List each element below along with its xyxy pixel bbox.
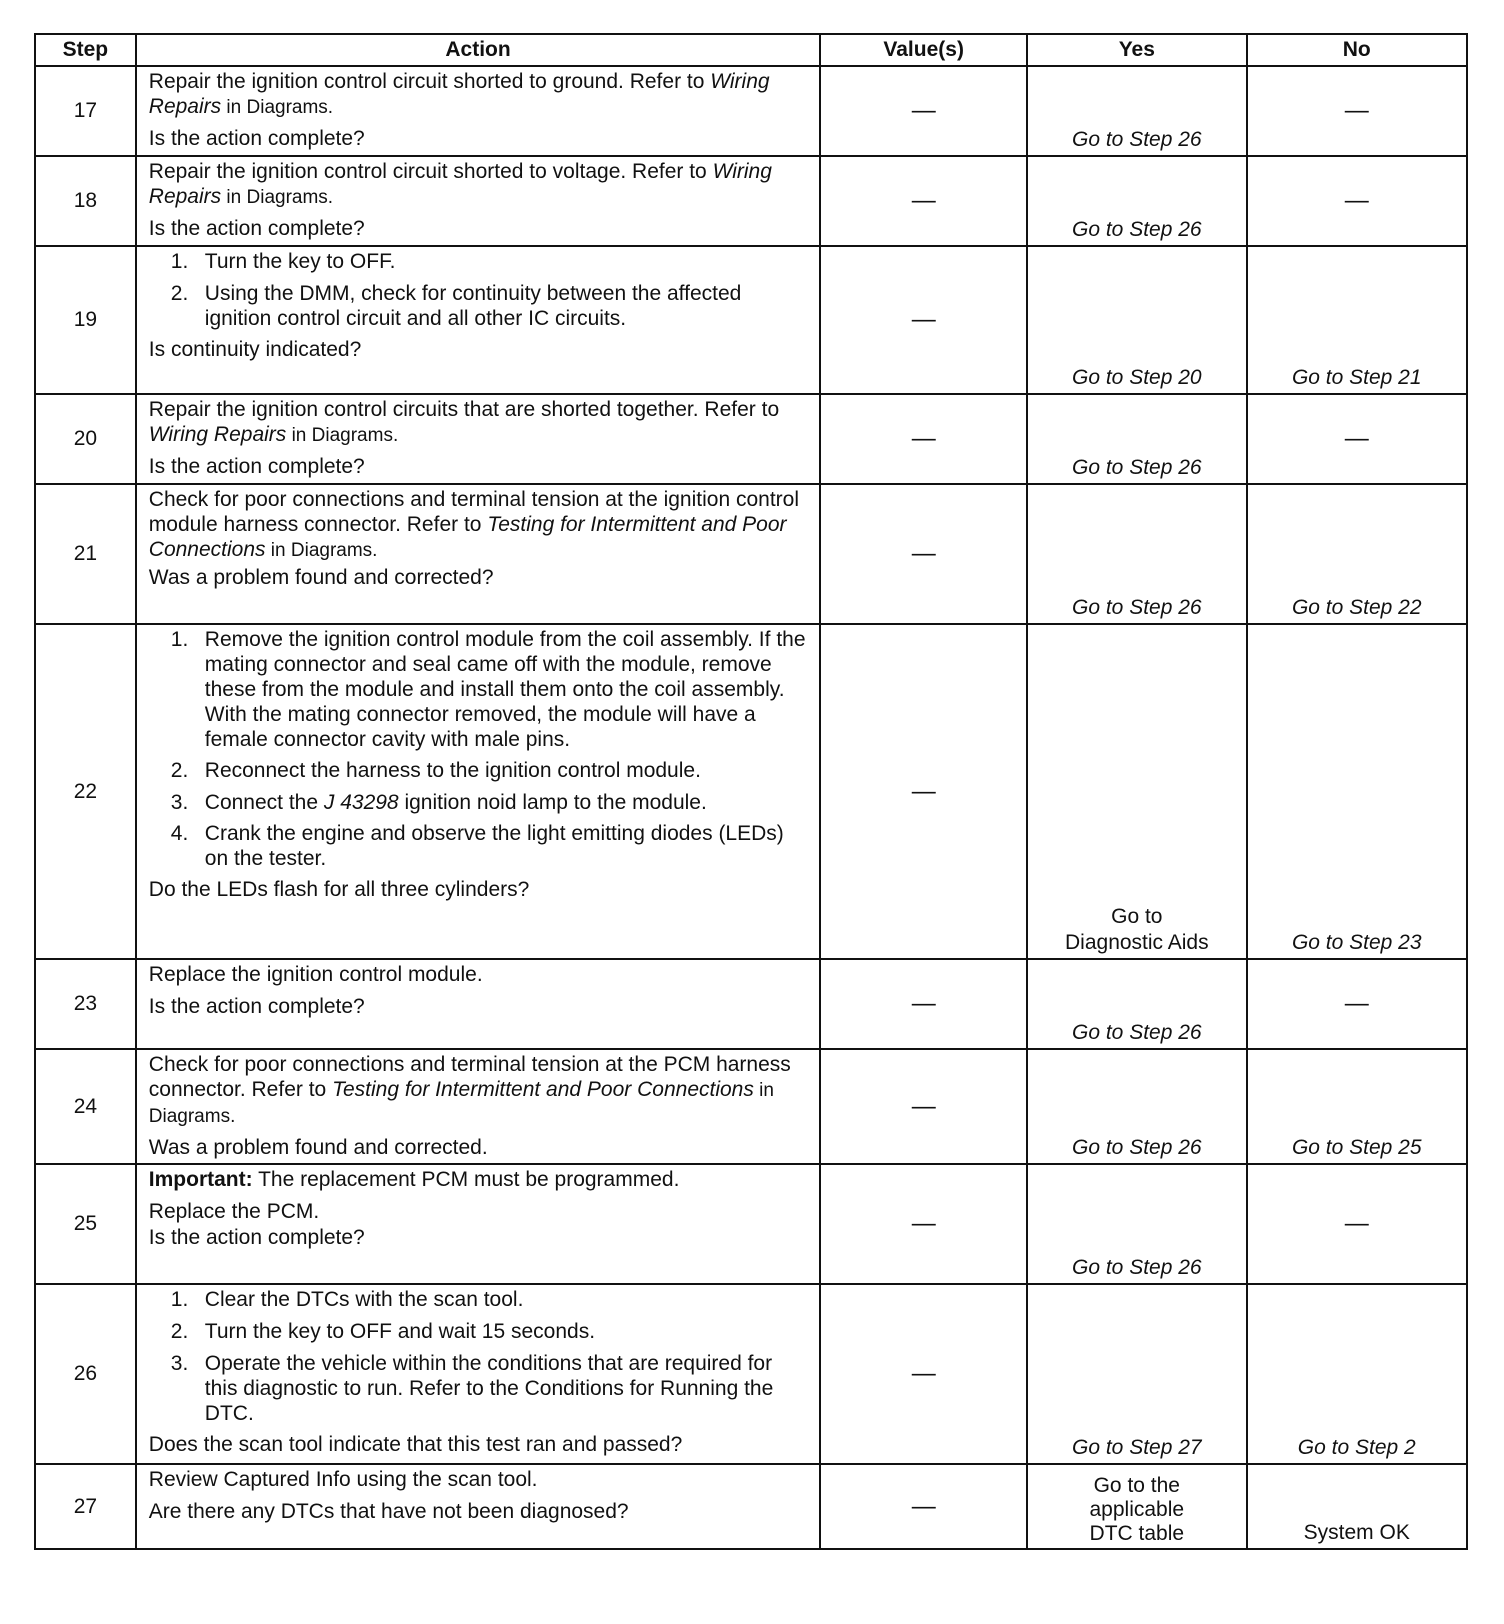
header-action: Action bbox=[136, 34, 821, 66]
yes-cell: Go to the applicable DTC table bbox=[1027, 1464, 1246, 1549]
action-question: Do the LEDs flash for all three cylinders? bbox=[148, 878, 530, 901]
values-cell: — bbox=[820, 246, 1027, 394]
step-number: 24 bbox=[35, 1049, 136, 1164]
yes-cell: Go to Step 26 bbox=[1027, 1049, 1246, 1164]
values-cell: — bbox=[820, 1049, 1027, 1164]
table-row bbox=[35, 624, 1467, 959]
list-item: 2. Reconnect the harness to the ignition control module. bbox=[170, 759, 701, 782]
header-row bbox=[35, 34, 1467, 66]
step-number: 25 bbox=[35, 1164, 136, 1284]
table-row bbox=[35, 246, 1467, 394]
list-item: 2. Using the DMM, check for continuity between the affected ignition control circuit and all other IC circuits. bbox=[170, 282, 742, 330]
action-cell bbox=[136, 246, 821, 394]
values-cell: — bbox=[820, 156, 1027, 246]
yes-cell: Go to Step 27 bbox=[1027, 1284, 1246, 1464]
no-cell: — bbox=[1247, 394, 1468, 484]
action-steps-list bbox=[149, 249, 810, 331]
step-number: 18 bbox=[35, 156, 136, 246]
yes-cell: Go to Step 20 bbox=[1027, 246, 1246, 394]
action-cell bbox=[136, 1164, 821, 1284]
action-text: Check for poor connections and terminal tension at the PCM harness connector. Refer to Testing for Intermittent and Poor Connections in Diagrams. bbox=[148, 1053, 791, 1127]
step-number: 21 bbox=[35, 484, 136, 624]
no-cell: System OK bbox=[1247, 1464, 1468, 1549]
table-row bbox=[35, 1284, 1467, 1464]
action-text: Repair the ignition control circuit shorted to ground. Refer to Wiring Repairs in Diagrams. bbox=[148, 70, 770, 118]
action-question: Is the action complete? bbox=[148, 217, 365, 240]
list-item: 3. Connect the J 43298 ignition noid lamp to the module. bbox=[170, 791, 707, 814]
step-number: 19 bbox=[35, 246, 136, 394]
no-cell: Go to Step 25 bbox=[1247, 1049, 1468, 1164]
no-cell: — bbox=[1247, 1164, 1468, 1284]
action-cell bbox=[136, 1049, 821, 1164]
action-cell bbox=[136, 484, 821, 624]
values-cell: — bbox=[820, 1164, 1027, 1284]
table-row bbox=[35, 66, 1467, 156]
list-item: 1. Clear the DTCs with the scan tool. bbox=[170, 1288, 524, 1311]
step-number: 22 bbox=[35, 624, 136, 959]
header-no: No bbox=[1247, 34, 1468, 66]
list-item: 1. Remove the ignition control module from the coil assembly. If the mating connector and seal came off with the module, remove these from the module and install them onto the coil assembly. With the mating connector removed, the module will have a female connector cavity with male pins. bbox=[170, 628, 806, 751]
no-cell: Go to Step 22 bbox=[1247, 484, 1468, 624]
values-cell: — bbox=[820, 959, 1027, 1049]
values-cell: — bbox=[820, 624, 1027, 959]
action-text: Replace the PCM. bbox=[148, 1200, 320, 1223]
action-question: Is the action complete? bbox=[148, 127, 365, 150]
step-number: 17 bbox=[35, 66, 136, 156]
no-cell: — bbox=[1247, 66, 1468, 156]
no-cell: — bbox=[1247, 959, 1468, 1049]
table-row bbox=[35, 1164, 1467, 1284]
step-number: 27 bbox=[35, 1464, 136, 1549]
action-cell bbox=[136, 66, 821, 156]
action-question: Are there any DTCs that have not been diagnosed? bbox=[148, 1500, 629, 1523]
action-text: Replace the ignition control module. bbox=[148, 963, 483, 986]
yes-cell: Go to Step 26 bbox=[1027, 394, 1246, 484]
no-cell: — bbox=[1247, 156, 1468, 246]
list-item: 3. Operate the vehicle within the conditions that are required for this diagnostic to run. Refer to the Conditions for Running the DTC. bbox=[170, 1352, 774, 1425]
action-question: Is the action complete? bbox=[148, 1226, 365, 1249]
list-item: 1. Turn the key to OFF. bbox=[170, 250, 396, 273]
no-cell: Go to Step 23 bbox=[1247, 624, 1468, 959]
yes-cell: Go to Diagnostic Aids bbox=[1027, 624, 1246, 959]
action-text: Repair the ignition control circuit shorted to voltage. Refer to Wiring Repairs in Diagrams. bbox=[148, 160, 772, 208]
list-item: 4. Crank the engine and observe the light emitting diodes (LEDs) on the tester. bbox=[170, 822, 784, 870]
header-step: Step bbox=[35, 34, 136, 66]
action-cell bbox=[136, 156, 821, 246]
list-item: 2. Turn the key to OFF and wait 15 seconds. bbox=[170, 1320, 596, 1343]
action-cell bbox=[136, 1464, 821, 1549]
action-text: Review Captured Info using the scan tool. bbox=[148, 1468, 538, 1491]
table-row bbox=[35, 156, 1467, 246]
action-cell bbox=[136, 959, 821, 1049]
action-question: Was a problem found and corrected. bbox=[148, 1136, 488, 1159]
table-row bbox=[35, 1464, 1467, 1549]
action-steps-list bbox=[149, 1287, 810, 1426]
action-question: Does the scan tool indicate that this test ran and passed? bbox=[148, 1433, 683, 1456]
step-number: 20 bbox=[35, 394, 136, 484]
action-question: Was a problem found and corrected? bbox=[148, 566, 494, 589]
table-row bbox=[35, 1049, 1467, 1164]
action-question: Is the action complete? bbox=[148, 455, 365, 478]
no-cell: Go to Step 21 bbox=[1247, 246, 1468, 394]
values-cell: — bbox=[820, 394, 1027, 484]
values-cell: — bbox=[820, 1464, 1027, 1549]
important-note: Important: The replacement PCM must be programmed. bbox=[148, 1168, 680, 1191]
action-cell bbox=[136, 624, 821, 959]
yes-cell: Go to Step 26 bbox=[1027, 484, 1246, 624]
values-cell: — bbox=[820, 1284, 1027, 1464]
table-row bbox=[35, 394, 1467, 484]
action-steps-list bbox=[149, 627, 810, 871]
values-cell: — bbox=[820, 66, 1027, 156]
step-number: 23 bbox=[35, 959, 136, 1049]
action-text: Repair the ignition control circuits that are shorted together. Refer to Wiring Repairs in Diagrams. bbox=[148, 398, 780, 446]
table-row bbox=[35, 959, 1467, 1049]
yes-cell: Go to Step 26 bbox=[1027, 66, 1246, 156]
header-yes: Yes bbox=[1027, 34, 1246, 66]
action-question: Is the action complete? bbox=[148, 995, 365, 1018]
no-cell: Go to Step 2 bbox=[1247, 1284, 1468, 1464]
action-cell bbox=[136, 1284, 821, 1464]
header-values: Value(s) bbox=[820, 34, 1027, 66]
step-number: 26 bbox=[35, 1284, 136, 1464]
yes-cell: Go to Step 26 bbox=[1027, 156, 1246, 246]
yes-cell: Go to Step 26 bbox=[1027, 1164, 1246, 1284]
action-text: Check for poor connections and terminal tension at the ignition control module harness connector. Refer to Testing for Intermittent and Poor Connections in Diagrams. bbox=[148, 488, 799, 561]
values-cell: — bbox=[820, 484, 1027, 624]
yes-cell: Go to Step 26 bbox=[1027, 959, 1246, 1049]
action-cell bbox=[136, 394, 821, 484]
action-question: Is continuity indicated? bbox=[148, 338, 362, 361]
diagnostic-table bbox=[34, 33, 1468, 1550]
table-row bbox=[35, 484, 1467, 624]
